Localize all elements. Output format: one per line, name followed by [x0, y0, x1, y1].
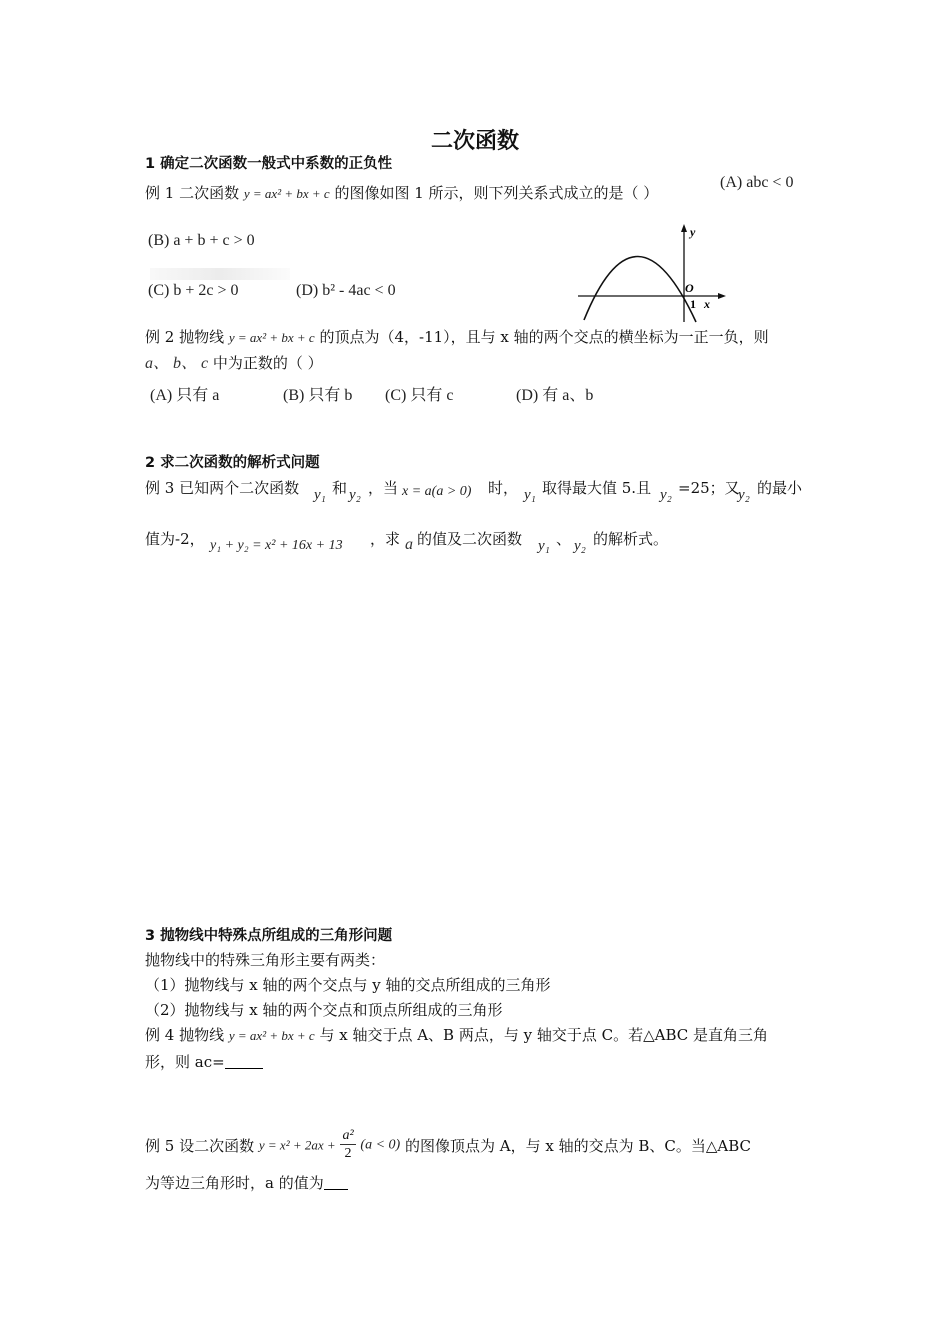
example-4-answer-blank[interactable] [225, 1053, 263, 1069]
example-3-y1-c: y₁ [538, 538, 550, 554]
example-5-formula: y = x² + 2ax + [258, 1137, 336, 1153]
example-2-line-2-text: 中为正数的（ ） [212, 354, 323, 372]
example-5-fraction [340, 1128, 355, 1163]
y-axis-label: y [690, 225, 696, 239]
example-3-a: a [405, 536, 413, 553]
example-3-y2-b: y₂ [660, 487, 672, 503]
section-2-heading: 2 求二次函数的解析式问题 [145, 455, 320, 471]
parabola-graph [578, 222, 728, 324]
example-1-option-d: (D) b² - 4ac < 0 [296, 282, 396, 299]
example-3-t6: =25；又 [678, 479, 740, 497]
page-title: 二次函数 [430, 129, 519, 154]
example-2-option-a: (A) 只有 a [150, 387, 220, 404]
example-2-option-c: (C) 只有 c [385, 387, 454, 404]
example-5-prefix: 例 5 设二次函数 [145, 1137, 255, 1155]
example-1-line [145, 182, 658, 203]
example-1-text: 的图像如图 1 所示，则下列关系式成立的是（ ） [334, 184, 659, 202]
example-3-y1: y₁ [314, 487, 326, 503]
example-2-option-b: (B) 只有 b [283, 387, 353, 404]
origin-label: O [685, 281, 694, 295]
example-3-t3: ，当 [368, 479, 399, 497]
section-3-intro: 抛物线中的特殊三角形主要有两类： [145, 951, 386, 969]
example-2-line-1 [145, 326, 769, 347]
example-4-line-2-text: 形，则 ac= [145, 1053, 225, 1071]
example-4-line-2 [145, 1051, 263, 1072]
example-3-t12: 的解析式。 [593, 530, 669, 548]
example-3-t7: 的最小 [757, 479, 803, 497]
scan-smudge [150, 268, 290, 280]
example-1-formula: y = ax² + bx + c [243, 186, 330, 201]
section-1-heading: 1 确定二次函数一般式中系数的正负性 [145, 156, 393, 172]
example-5-fraction-numerator: a² [342, 1128, 354, 1143]
example-4-text: 与 x 轴交于点 A、B 两点，与 y 轴交于点 C。若△ABC 是直角三角 [319, 1026, 769, 1044]
example-3-t5: 取得最大值 5.且 [542, 479, 652, 497]
example-5-text: 的图像顶点为 A，与 x 轴的交点为 B、C。当△ABC [404, 1137, 751, 1155]
example-2-option-d: (D) 有 a、b [516, 387, 594, 404]
example-2-text: 的顶点为（4，-11），且与 x 轴的两个交点的横坐标为一正一负，则 [319, 328, 769, 346]
y-axis-arrow [681, 224, 687, 232]
section-3-heading: 3 抛物线中特殊点所组成的三角形问题 [145, 928, 393, 944]
example-4-line-1 [145, 1024, 768, 1045]
example-5-line-2-text: 为等边三角形时，a 的值为 [145, 1174, 324, 1192]
example-3-t9: ，求 [370, 530, 401, 548]
example-5-answer-blank[interactable] [324, 1174, 348, 1190]
example-1-option-c: (C) b + 2c > 0 [148, 282, 239, 299]
example-3-condition: x = a(a > 0) [402, 484, 472, 499]
example-2-formula: y = ax² + bx + c [228, 330, 315, 345]
example-3-t11: 、 [556, 530, 572, 548]
example-3-t2: 和 [332, 479, 348, 497]
example-3-t4: 时， [488, 479, 519, 497]
example-3-sum: y₁ + y₂ = x² + 16x + 13 [210, 538, 343, 553]
example-3-y2-d: y₂ [574, 538, 586, 554]
example-5-condition: (a < 0) [360, 1137, 401, 1153]
x-axis-label: x [704, 297, 710, 311]
section-3-item-2: （2）抛物线与 x 轴的两个交点和顶点所组成的三角形 [145, 1001, 503, 1019]
example-2-prefix: 例 2 抛物线 [145, 328, 225, 346]
example-3-y2-c: y₂ [738, 487, 750, 503]
example-2-line-2 [145, 350, 323, 373]
example-3-t10: 的值及二次函数 [417, 530, 523, 548]
tick-one-label: 1 [690, 297, 696, 311]
example-5-fraction-denominator: 2 [344, 1146, 352, 1161]
example-1-prefix: 例 1 二次函数 [145, 184, 240, 202]
example-1-option-a: (A) abc < 0 [720, 174, 794, 191]
section-3-item-1: （1）抛物线与 x 轴的两个交点与 y 轴的交点所组成的三角形 [145, 976, 551, 994]
example-5-line-2 [145, 1172, 348, 1193]
example-3-y1-b: y₁ [524, 487, 536, 503]
example-4-prefix: 例 4 抛物线 [145, 1026, 225, 1044]
example-2-vars: a、 b、 c [145, 355, 209, 372]
x-axis-arrow [718, 293, 726, 299]
example-5-line-1 [145, 1128, 751, 1163]
example-1-option-b: (B) a + b + c > 0 [148, 232, 255, 249]
parabola-curve [584, 256, 696, 322]
example-3-t1: 例 3 已知两个二次函数 [145, 479, 300, 497]
example-4-formula: y = ax² + bx + c [228, 1028, 315, 1043]
example-3-t8: 值为-2， [145, 530, 205, 548]
example-3-y2: y₂ [349, 487, 361, 503]
